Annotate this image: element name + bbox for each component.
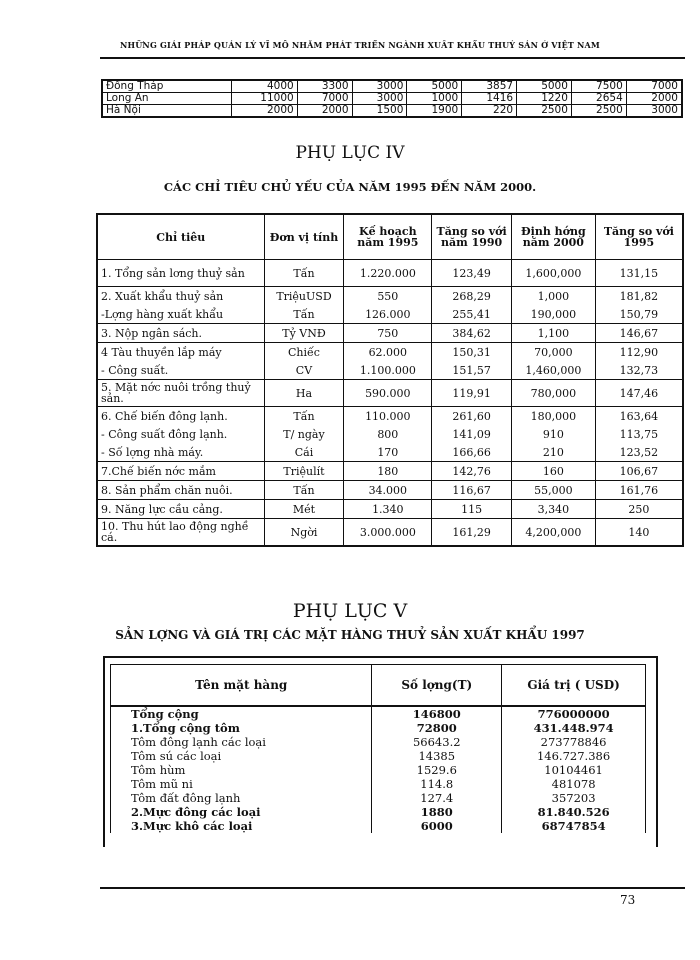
province-name: Hà Nội <box>102 105 232 118</box>
table-row <box>111 805 646 819</box>
unit-cell: T/ ngày <box>264 425 344 443</box>
value-cell: 3300 <box>297 80 352 93</box>
table-row <box>111 777 646 791</box>
header-increase-vs-1990: Tăng so với năm 1990 <box>432 214 512 260</box>
header-rule <box>100 57 685 59</box>
increase-vs-1995-cell: 163,64 <box>595 407 683 426</box>
unit-cell: Mét <box>264 500 344 519</box>
indicator-label: - Công suất. <box>97 361 264 380</box>
indicator-label: 1. Tổng sản lơng thuỷ sản <box>97 260 264 287</box>
quantity-cell: 146800 <box>372 706 502 721</box>
value-usd-cell: 357203 <box>502 791 646 805</box>
value-usd-cell: 10104461 <box>502 763 646 777</box>
quantity-cell: 6000 <box>372 819 502 833</box>
increase-vs-1990-cell: 161,29 <box>432 519 512 547</box>
unit-cell: Tấn <box>264 305 344 324</box>
item-name: 2.Mực đông các loại <box>111 805 372 819</box>
value-cell: 7000 <box>626 80 682 93</box>
increase-vs-1995-cell: 140 <box>595 519 683 547</box>
indicator-label: 7.Chế biến nớc mắm <box>97 462 264 481</box>
header-increase-vs-1995: Tăng so với 1995 <box>595 214 683 260</box>
value-cell: 1900 <box>407 105 462 118</box>
appendix-iv-title: PHỤ LỤC IV <box>295 143 405 163</box>
increase-vs-1995-cell: 132,73 <box>595 361 683 380</box>
value-cell: 3000 <box>352 80 407 93</box>
unit-cell: Tỷ VNĐ <box>264 324 344 343</box>
value-cell: 2000 <box>232 105 298 118</box>
table-row <box>97 407 683 426</box>
item-name: Tổng cộng <box>111 706 372 721</box>
target-2000-cell: 190,000 <box>511 305 595 324</box>
unit-cell: TriệuUSD <box>264 287 344 306</box>
target-2000-cell: 55,000 <box>511 481 595 500</box>
value-usd-cell: 68747854 <box>502 819 646 833</box>
plan-1995-cell: 170 <box>344 443 432 462</box>
value-cell: 5000 <box>407 80 462 93</box>
running-header: NHỮNG GIẢI PHÁP QUẢN LÝ VĨ MÔ NHẰM PHÁT TRIỂN NGÀNH XUẤT KHẨU THUỶ SẢN Ở VIỆT NAM <box>119 40 600 50</box>
table-row <box>97 380 683 407</box>
quantity-cell: 56643.2 <box>372 735 502 749</box>
table-row <box>97 425 683 443</box>
value-cell: 2500 <box>571 105 626 118</box>
target-2000-cell: 1,460,000 <box>511 361 595 380</box>
page-number: 73 <box>620 893 636 907</box>
table-row <box>111 749 646 763</box>
item-name: Tôm hùm <box>111 763 372 777</box>
increase-vs-1995-cell: 250 <box>595 500 683 519</box>
table-row <box>111 735 646 749</box>
increase-vs-1990-cell: 166,66 <box>432 443 512 462</box>
increase-vs-1990-cell: 119,91 <box>432 380 512 407</box>
target-2000-cell: 4,200,000 <box>511 519 595 547</box>
indicator-label: 5. Mặt nớc nuôi trồng thuỷ sản. <box>97 380 264 407</box>
appendix-v-header-row <box>111 665 646 707</box>
value-cell: 7500 <box>571 80 626 93</box>
increase-vs-1990-cell: 123,49 <box>432 260 512 287</box>
quantity-cell: 1880 <box>372 805 502 819</box>
increase-vs-1995-cell: 106,67 <box>595 462 683 481</box>
header-target-2000: Định hớng năm 2000 <box>511 214 595 260</box>
unit-cell: Cái <box>264 443 344 462</box>
plan-1995-cell: 110.000 <box>344 407 432 426</box>
header-indicator: Chỉ tiêu <box>97 214 264 260</box>
indicator-label: 2. Xuất khẩu thuỷ sản <box>97 287 264 306</box>
increase-vs-1995-cell: 161,76 <box>595 481 683 500</box>
header-value-usd: Giá trị ( USD) <box>502 665 646 707</box>
table-row <box>111 763 646 777</box>
table-row <box>97 324 683 343</box>
indicator-label: 9. Năng lực cầu cảng. <box>97 500 264 519</box>
value-cell: 2000 <box>297 105 352 118</box>
plan-1995-cell: 1.100.000 <box>344 361 432 380</box>
indicator-label: -Lợng hàng xuất khẩu <box>97 305 264 324</box>
table-row <box>97 287 683 306</box>
table-row <box>97 500 683 519</box>
table-row <box>111 721 646 735</box>
plan-1995-cell: 180 <box>344 462 432 481</box>
increase-vs-1990-cell: 115 <box>432 500 512 519</box>
table-row <box>97 481 683 500</box>
item-name: Tôm đất đông lạnh <box>111 791 372 805</box>
plan-1995-cell: 550 <box>344 287 432 306</box>
unit-cell: Ngời <box>264 519 344 547</box>
appendix-iv-table-body <box>97 260 683 547</box>
table-row <box>111 706 646 721</box>
plan-1995-cell: 800 <box>344 425 432 443</box>
value-usd-cell: 146.727.386 <box>502 749 646 763</box>
appendix-v-table <box>110 664 646 833</box>
increase-vs-1995-cell: 181,82 <box>595 287 683 306</box>
value-cell: 1220 <box>517 93 572 105</box>
unit-cell: Triệulít <box>264 462 344 481</box>
indicator-label: 3. Nộp ngân sách. <box>97 324 264 343</box>
value-cell: 1000 <box>407 93 462 105</box>
target-2000-cell: 780,000 <box>511 380 595 407</box>
increase-vs-1990-cell: 384,62 <box>432 324 512 343</box>
value-cell: 5000 <box>517 80 572 93</box>
quantity-cell: 14385 <box>372 749 502 763</box>
quantity-cell: 72800 <box>372 721 502 735</box>
target-2000-cell: 3,340 <box>511 500 595 519</box>
target-2000-cell: 1,600,000 <box>511 260 595 287</box>
plan-1995-cell: 62.000 <box>344 343 432 362</box>
indicator-label: 8. Sản phẩm chăn nuôi. <box>97 481 264 500</box>
table-row <box>97 260 683 287</box>
value-cell: 3857 <box>462 80 517 93</box>
plan-1995-cell: 1.220.000 <box>344 260 432 287</box>
appendix-iv-table <box>96 213 684 547</box>
table-row <box>111 791 646 805</box>
increase-vs-1995-cell: 113,75 <box>595 425 683 443</box>
table-row <box>97 343 683 362</box>
increase-vs-1995-cell: 150,79 <box>595 305 683 324</box>
quantity-cell: 1529.6 <box>372 763 502 777</box>
table-row <box>102 93 682 105</box>
unit-cell: Tấn <box>264 407 344 426</box>
plan-1995-cell: 1.340 <box>344 500 432 519</box>
increase-vs-1990-cell: 261,60 <box>432 407 512 426</box>
table-row <box>97 443 683 462</box>
increase-vs-1995-cell: 146,67 <box>595 324 683 343</box>
table-row <box>102 80 682 93</box>
increase-vs-1995-cell: 147,46 <box>595 380 683 407</box>
header-item-name: Tên mặt hàng <box>111 665 372 707</box>
indicator-label: - Công suất đông lạnh. <box>97 425 264 443</box>
increase-vs-1990-cell: 142,76 <box>432 462 512 481</box>
item-name: Tôm mũ ni <box>111 777 372 791</box>
header-quantity: Số lợng(T) <box>372 665 502 707</box>
target-2000-cell: 180,000 <box>511 407 595 426</box>
value-cell: 7000 <box>297 93 352 105</box>
value-cell: 2000 <box>626 93 682 105</box>
plan-1995-cell: 126.000 <box>344 305 432 324</box>
header-unit: Đơn vị tính <box>264 214 344 260</box>
indicator-label: - Số lợng nhà máy. <box>97 443 264 462</box>
unit-cell: Tấn <box>264 481 344 500</box>
value-cell: 11000 <box>232 93 298 105</box>
value-cell: 2500 <box>517 105 572 118</box>
indicator-label: 6. Chế biến đông lạnh. <box>97 407 264 426</box>
appendix-v-title: PHỤ LỤC V <box>292 600 408 622</box>
table-row <box>97 519 683 547</box>
target-2000-cell: 210 <box>511 443 595 462</box>
province-name: Đồng Tháp <box>102 80 232 93</box>
continuation-table <box>101 79 683 118</box>
value-usd-cell: 273778846 <box>502 735 646 749</box>
value-cell: 1416 <box>462 93 517 105</box>
plan-1995-cell: 750 <box>344 324 432 343</box>
value-cell: 2654 <box>571 93 626 105</box>
table-row <box>97 462 683 481</box>
quantity-cell: 127.4 <box>372 791 502 805</box>
appendix-iv-subtitle: CÁC CHỈ TIÊU CHỦ YẾU CỦA NĂM 1995 ĐẾN NĂM 2000. <box>163 180 537 194</box>
unit-cell: Tấn <box>264 260 344 287</box>
increase-vs-1995-cell: 123,52 <box>595 443 683 462</box>
indicator-label: 4 Tàu thuyền lắp máy <box>97 343 264 362</box>
item-name: 1.Tổng cộng tôm <box>111 721 372 735</box>
unit-cell: Chiếc <box>264 343 344 362</box>
increase-vs-1990-cell: 268,29 <box>432 287 512 306</box>
item-name: Tôm sú các loại <box>111 749 372 763</box>
value-cell: 1500 <box>352 105 407 118</box>
value-cell: 3000 <box>352 93 407 105</box>
increase-vs-1990-cell: 150,31 <box>432 343 512 362</box>
value-cell: 220 <box>462 105 517 118</box>
plan-1995-cell: 3.000.000 <box>344 519 432 547</box>
value-cell: 4000 <box>232 80 298 93</box>
province-name: Long An <box>102 93 232 105</box>
value-usd-cell: 481078 <box>502 777 646 791</box>
target-2000-cell: 1,100 <box>511 324 595 343</box>
value-usd-cell: 776000000 <box>502 706 646 721</box>
table-row <box>97 361 683 380</box>
continuation-table-body <box>102 80 682 117</box>
unit-cell: Ha <box>264 380 344 407</box>
target-2000-cell: 1,000 <box>511 287 595 306</box>
table-row <box>102 105 682 118</box>
item-name: 3.Mực khô các loại <box>111 819 372 833</box>
table-row <box>111 819 646 833</box>
increase-vs-1990-cell: 255,41 <box>432 305 512 324</box>
appendix-iv-header-row <box>97 214 683 260</box>
increase-vs-1990-cell: 141,09 <box>432 425 512 443</box>
value-usd-cell: 81.840.526 <box>502 805 646 819</box>
increase-vs-1990-cell: 116,67 <box>432 481 512 500</box>
plan-1995-cell: 590.000 <box>344 380 432 407</box>
appendix-v-table-body <box>111 706 646 833</box>
increase-vs-1995-cell: 112,90 <box>595 343 683 362</box>
table-row <box>97 305 683 324</box>
target-2000-cell: 160 <box>511 462 595 481</box>
indicator-label: 10. Thu hút lao động nghề cá. <box>97 519 264 547</box>
target-2000-cell: 910 <box>511 425 595 443</box>
value-cell: 3000 <box>626 105 682 118</box>
quantity-cell: 114.8 <box>372 777 502 791</box>
header-plan-1995: Kế hoạch năm 1995 <box>344 214 432 260</box>
value-usd-cell: 431.448.974 <box>502 721 646 735</box>
footer-rule <box>100 887 685 889</box>
plan-1995-cell: 34.000 <box>344 481 432 500</box>
unit-cell: CV <box>264 361 344 380</box>
item-name: Tôm đông lạnh các loại <box>111 735 372 749</box>
appendix-v-subtitle: SẢN LỢNG VÀ GIÁ TRỊ CÁC MẶT HÀNG THUỶ SẢN XUẤT KHẨU 1997 <box>115 628 585 642</box>
target-2000-cell: 70,000 <box>511 343 595 362</box>
increase-vs-1995-cell: 131,15 <box>595 260 683 287</box>
increase-vs-1990-cell: 151,57 <box>432 361 512 380</box>
